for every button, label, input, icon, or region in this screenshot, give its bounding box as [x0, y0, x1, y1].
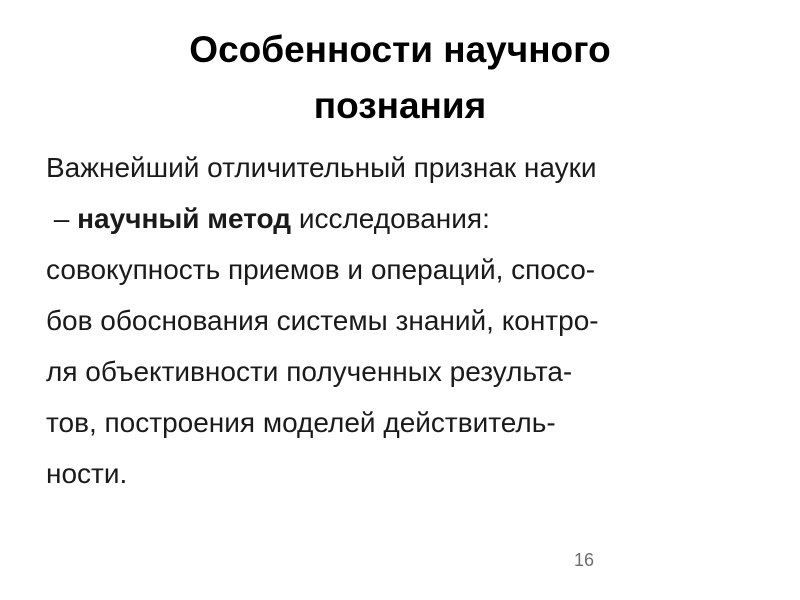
slide-title-line-2: познания	[313, 85, 487, 126]
slide-page-number: 16	[574, 550, 595, 570]
slide-body-text	[46, 142, 786, 499]
slide-title	[0, 22, 800, 134]
slide-title-line-1: Особенности научного	[189, 29, 611, 70]
body-line-1: Важнейший отличительный признак науки	[46, 152, 597, 183]
body-line-2-prefix: –	[46, 203, 78, 234]
body-line-2-suffix: исследования:	[291, 203, 490, 234]
body-line-7: ности.	[46, 458, 128, 489]
body-line-4: бов обоснования системы знаний, контро-	[46, 305, 599, 336]
scientific-method-term: научный метод	[77, 203, 292, 234]
body-line-5: ля объективности полученных результа-	[46, 356, 573, 387]
body-line-6: тов, построения моделей действитель-	[46, 407, 556, 438]
body-line-3: совокупность приемов и операций, спосо-	[46, 254, 596, 285]
body-line-2	[46, 193, 786, 244]
